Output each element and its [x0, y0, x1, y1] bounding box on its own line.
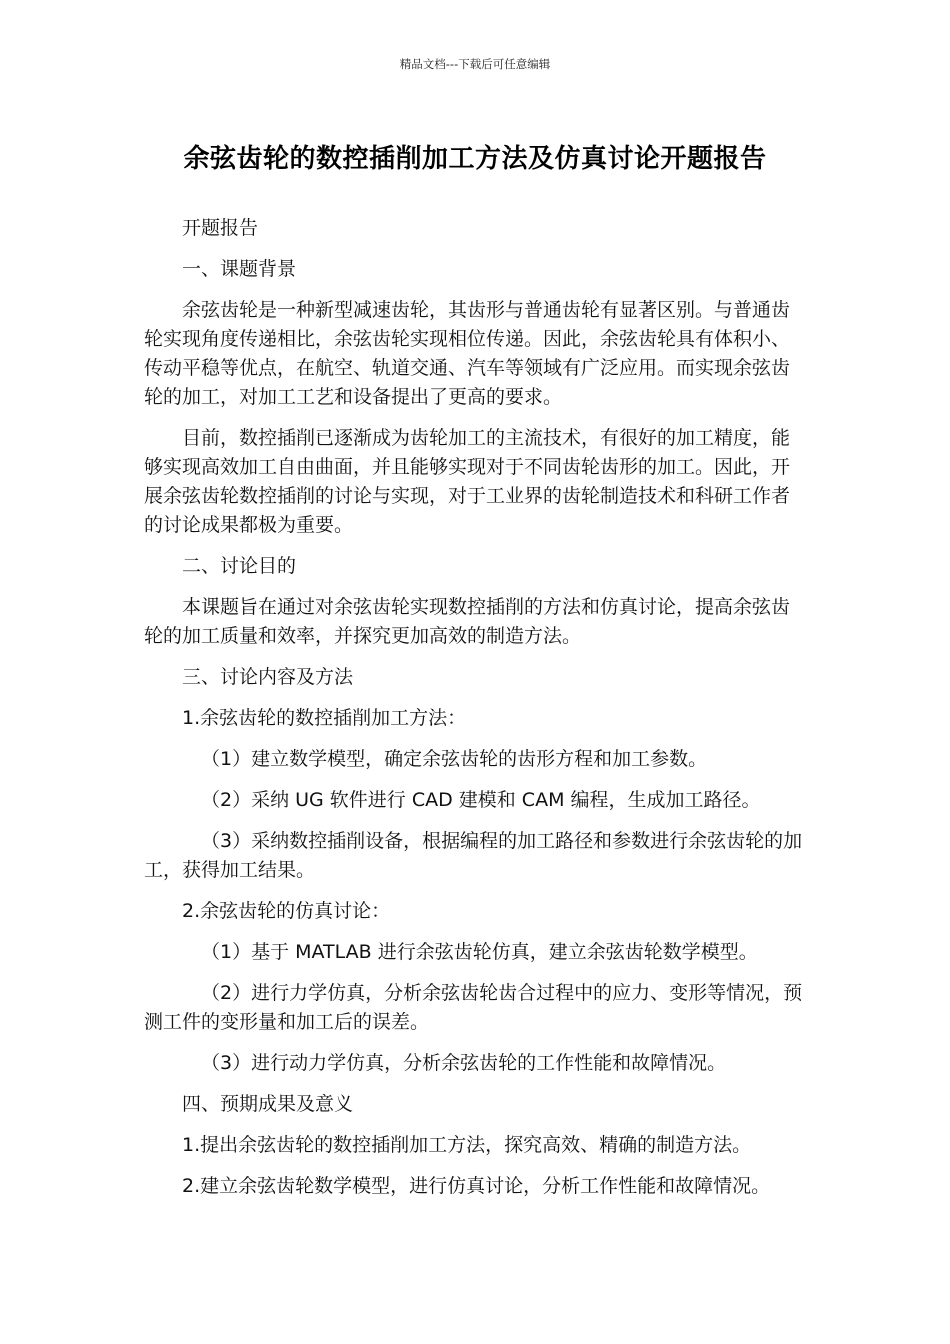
paragraph-purpose: 本课题旨在通过对余弦齿轮实现数控插削的方法和仿真讨论，提高余弦齿轮的加工质量和效率，并探究更加高效的制造方法。: [144, 596, 791, 647]
subheading-machining-method: 1.余弦齿轮的数控插削加工方法：: [182, 707, 467, 729]
list-item-result-1: 1.提出余弦齿轮的数控插削加工方法，探究高效、精确的制造方法。: [182, 1134, 752, 1156]
list-item-simulation-1: （1）基于 MATLAB 进行余弦齿轮仿真，建立余弦齿轮数学模型。: [201, 941, 758, 963]
paragraph-background-2: 目前，数控插削已逐渐成为齿轮加工的主流技术，有很好的加工精度，能够实现高效加工自由曲面，并且能够实现对于不同齿轮齿形的加工。因此，开展余弦齿轮数控插削的讨论与实现，对于工业界的齿轮制造技术和科研工作者的讨论成果都极为重要。: [144, 427, 791, 536]
subheading-simulation: 2.余弦齿轮的仿真讨论：: [182, 900, 391, 922]
header-note: 精品文档---下载后可任意编辑: [399, 57, 551, 71]
heading-expected-results: 四、预期成果及意义: [182, 1093, 354, 1115]
list-item-machining-3: （3）采纳数控插削设备，根据编程的加工路径和参数进行余弦齿轮的加工，获得加工结果。: [144, 830, 803, 881]
document-body: [144, 214, 808, 1213]
list-item-machining-1: （1）建立数学模型，确定余弦齿轮的齿形方程和加工参数。: [201, 748, 708, 770]
paragraph-report-label: 开题报告: [182, 217, 259, 239]
heading-purpose: 二、讨论目的: [182, 555, 297, 577]
list-item-machining-2: （2）采纳 UG 软件进行 CAD 建模和 CAM 编程，生成加工路径。: [201, 789, 761, 811]
heading-background: 一、课题背景: [182, 258, 297, 280]
document-title: 余弦齿轮的数控插削加工方法及仿真讨论开题报告: [183, 144, 767, 174]
heading-content-method: 三、讨论内容及方法: [182, 666, 354, 688]
paragraph-background-1: 余弦齿轮是一种新型减速齿轮，其齿形与普通齿轮有显著区别。与普通齿轮实现角度传递相比，余弦齿轮实现相位传递。因此，余弦齿轮具有体积小、传动平稳等优点，在航空、轨道交通、汽车等领域有广泛应用。而实现余弦齿轮的加工，对加工工艺和设备提出了更高的要求。: [144, 299, 791, 408]
list-item-simulation-2: （2）进行力学仿真，分析余弦齿轮齿合过程中的应力、变形等情况，预测工件的变形量和加工后的误差。: [144, 982, 803, 1033]
list-item-simulation-3: （3）进行动力学仿真，分析余弦齿轮的工作性能和故障情况。: [201, 1052, 727, 1074]
list-item-result-2: 2.建立余弦齿轮数学模型，进行仿真讨论，分析工作性能和故障情况。: [182, 1175, 771, 1197]
